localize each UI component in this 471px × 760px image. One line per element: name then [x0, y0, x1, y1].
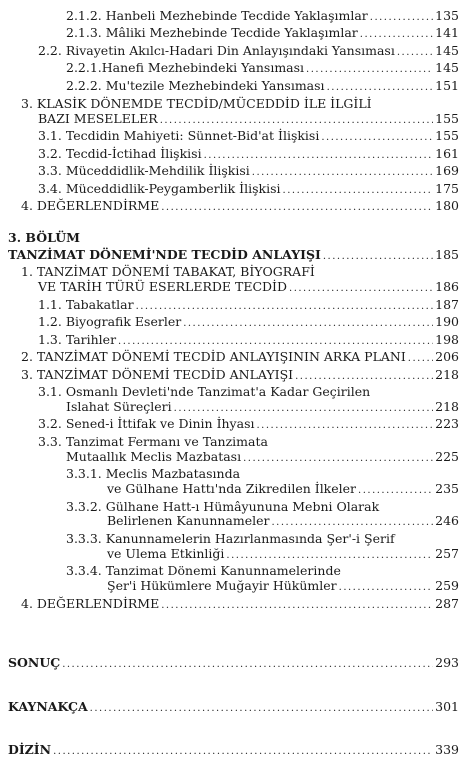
toc-leader-dots [289, 281, 433, 297]
toc-leader-dots [90, 701, 433, 717]
toc-entry-title: 3. TANZİMAT DÖNEMİ TECDİD ANLAYIŞI [21, 367, 294, 382]
toc-leader-dots [183, 316, 433, 332]
toc-entry-page: 218 [435, 399, 459, 414]
toc-entry-page: 180 [435, 198, 459, 213]
toc-entry-title-line1: 1. TANZİMAT DÖNEMİ TABAKAT, BİYOGRAFİ [21, 264, 315, 279]
toc-entry-chapter [8, 247, 459, 265]
toc-entry [38, 297, 459, 315]
toc-entry [107, 578, 459, 596]
toc-entry-page: 145 [435, 43, 459, 58]
toc-entry-title: 1.2. Biyografik Eserler [38, 314, 182, 329]
toc-entry-title-line2: Mutaallık Meclis Mazbatası [66, 449, 242, 464]
toc-entry [107, 481, 459, 499]
toc-entry-page: 135 [435, 8, 459, 23]
toc-leader-dots [306, 62, 433, 78]
toc-entry-title-line2: Islahat Süreçleri [66, 399, 172, 414]
toc-entry-page: 186 [435, 279, 459, 294]
toc-entry-title: 3.1. Tecdidin Mahiyeti: Sünnet-Bid'at İlişkisi [38, 128, 320, 143]
toc-entry [21, 596, 459, 614]
toc-leader-dots [370, 10, 433, 26]
toc-entry-page: 339 [435, 742, 459, 757]
toc-leader-dots [136, 299, 434, 315]
toc-entry [21, 367, 459, 385]
toc-entry-page: 161 [435, 146, 459, 161]
toc-entry-backmatter [8, 655, 459, 673]
toc-entry [38, 146, 459, 164]
toc-leader-dots [283, 183, 434, 199]
toc-entry-backmatter [8, 742, 459, 760]
toc-entry-title: 4. DEĞERLENDİRME [21, 596, 160, 611]
toc-entry-title: TANZİMAT DÖNEMİ'NDE TECDİD ANLAYIŞI [8, 247, 321, 262]
toc-entry-title-line1: 3.3.3. Kanunnamelerin Hazırlanmasında Şer'-i Şerif [66, 531, 395, 546]
toc-entry-title-line1: 3.1. Osmanlı Devleti'nde Tanzimat'a Kadar Geçirilen [38, 384, 371, 399]
toc-entry-title-line1: 3.3. Tanzimat Fermanı ve Tanzimata [38, 434, 268, 449]
toc-entry-title: 2.1.3. Mâliki Mezhebinde Tecdide Yaklaşımlar [66, 25, 358, 40]
toc-leader-dots [397, 45, 433, 61]
toc-leader-dots [252, 165, 433, 181]
toc-leader-dots [327, 80, 434, 96]
toc-entry-title: KAYNAKÇA [8, 699, 88, 714]
toc-leader-dots [360, 27, 433, 43]
toc-entry [38, 111, 459, 129]
toc-leader-dots [160, 113, 433, 129]
toc-leader-dots [321, 130, 433, 146]
toc-entry-title: 3.4. Müceddidlik-Peygamberlik İlişkisi [38, 181, 281, 196]
toc-entry-page: 141 [435, 25, 459, 40]
toc-leader-dots [408, 351, 433, 367]
toc-leader-dots [62, 657, 433, 673]
toc-entry-title: 2. TANZİMAT DÖNEMİ TECDİD ANLAYIŞININ ARKA PLANI [21, 349, 406, 364]
toc-entry-title: 1.3. Tarihler [38, 332, 117, 347]
toc-entry [107, 513, 459, 531]
toc-entry [38, 314, 459, 332]
toc-leader-dots [295, 369, 433, 385]
toc-entry-title-line2: ve Ulema Etkinliği [107, 546, 225, 561]
toc-entry-title-line2: BAZI MESELELER [38, 111, 158, 126]
toc-leader-dots [53, 744, 433, 760]
toc-entry-title-line2: Belirlenen Kanunnameler [107, 513, 270, 528]
toc-entry-page: 185 [435, 247, 459, 262]
toc-entry-title-line2: Şer'i Hükümlere Muğayir Hükümler [107, 578, 337, 593]
toc-leader-dots [174, 401, 433, 417]
toc-entry-title-line1: 3.3.1. Meclis Mazbatasında [66, 466, 241, 481]
toc-entry-page: 301 [435, 699, 459, 714]
toc-entry-title: 3.2. Sened-i İttifak ve Dinin İhyası [38, 416, 255, 431]
toc-entry-page: 225 [435, 449, 459, 464]
toc-entry-page: 235 [435, 481, 459, 496]
toc-entry-title: 2.1.2. Hanbeli Mezhebinde Tecdide Yaklaşımlar [66, 8, 368, 23]
toc-entry-title: SONUÇ [8, 655, 61, 670]
toc-leader-dots [204, 148, 434, 164]
toc-entry-page: 293 [435, 655, 459, 670]
toc-entry [38, 332, 459, 350]
toc-entry [38, 181, 459, 199]
toc-entry-page: 218 [435, 367, 459, 382]
toc-leader-dots [161, 598, 433, 614]
toc-leader-dots [323, 249, 433, 265]
toc-entry-title: 2.2.1.Hanefi Mezhebindeki Yansıması [66, 60, 305, 75]
toc-entry-page: 175 [435, 181, 459, 196]
toc-entry-page: 155 [435, 128, 459, 143]
toc-entry [21, 198, 459, 216]
toc-entry [38, 43, 459, 61]
toc-entry-title-line1: 3. KLASİK DÖNEMDE TECDİD/MÜCEDDİD İLE İLGİLİ [21, 96, 372, 111]
toc-leader-dots [358, 483, 433, 499]
toc-entry-page: 259 [435, 578, 459, 593]
toc-entry [21, 349, 459, 367]
toc-leader-dots [243, 451, 433, 467]
toc-entry-page: 198 [435, 332, 459, 347]
toc-entry [66, 449, 459, 467]
toc-entry [38, 416, 459, 434]
chapter-heading: 3. BÖLÜM [8, 230, 80, 245]
toc-leader-dots [226, 548, 433, 564]
toc-entry-page: 223 [435, 416, 459, 431]
toc-entry-page: 169 [435, 163, 459, 178]
toc-entry [66, 8, 459, 26]
toc-entry [66, 399, 459, 417]
toc-entry-title-line1: 3.3.2. Gülhane Hatt-ı Hümâyununa Mebni Olarak [66, 499, 380, 514]
toc-leader-dots [256, 418, 433, 434]
toc-entry-page: 151 [435, 78, 459, 93]
toc-entry-page: 287 [435, 596, 459, 611]
toc-entry-title: 3.3. Müceddidlik-Mehdilik İlişkisi [38, 163, 250, 178]
toc-entry-title: 3.2. Tecdid-İctihad İlişkisi [38, 146, 202, 161]
toc-entry-title-line1: 3.3.4. Tanzimat Dönemi Kanunnamelerinde [66, 563, 341, 578]
toc-entry [66, 60, 459, 78]
toc-leader-dots [339, 580, 434, 596]
toc-entry-title: 4. DEĞERLENDİRME [21, 198, 160, 213]
toc-entry-title: 2.2.2. Mu'tezile Mezhebindeki Yansıması [66, 78, 325, 93]
toc-entry [66, 25, 459, 43]
toc-entry-title-line2: VE TARİH TÜRÜ ESERLERDE TECDİD [38, 279, 288, 294]
toc-entry-title: 1.1. Tabakatlar [38, 297, 134, 312]
toc-entry [38, 128, 459, 146]
toc-entry-page: 206 [435, 349, 459, 364]
toc-entry-title-line2: ve Gülhane Hattı'nda Zikredilen İlkeler [107, 481, 357, 496]
toc-leader-dots [272, 515, 434, 531]
toc-entry-page: 257 [435, 546, 459, 561]
toc-entry-page: 145 [435, 60, 459, 75]
toc-entry [38, 163, 459, 181]
toc-entry-page: 155 [435, 111, 459, 126]
toc-entry-title: DİZİN [8, 742, 52, 757]
toc-entry [66, 78, 459, 96]
toc-entry-backmatter [8, 699, 459, 717]
toc-entry-page: 187 [435, 297, 459, 312]
toc-entry-page: 190 [435, 314, 459, 329]
toc-entry-title: 2.2. Rivayetin Akılcı-Hadari Din Anlayışındaki Yansıması [38, 43, 395, 58]
toc-entry [107, 546, 459, 564]
toc-leader-dots [118, 334, 433, 350]
toc-leader-dots [161, 200, 433, 216]
toc-entry-page: 246 [435, 513, 459, 528]
toc-entry [38, 279, 459, 297]
